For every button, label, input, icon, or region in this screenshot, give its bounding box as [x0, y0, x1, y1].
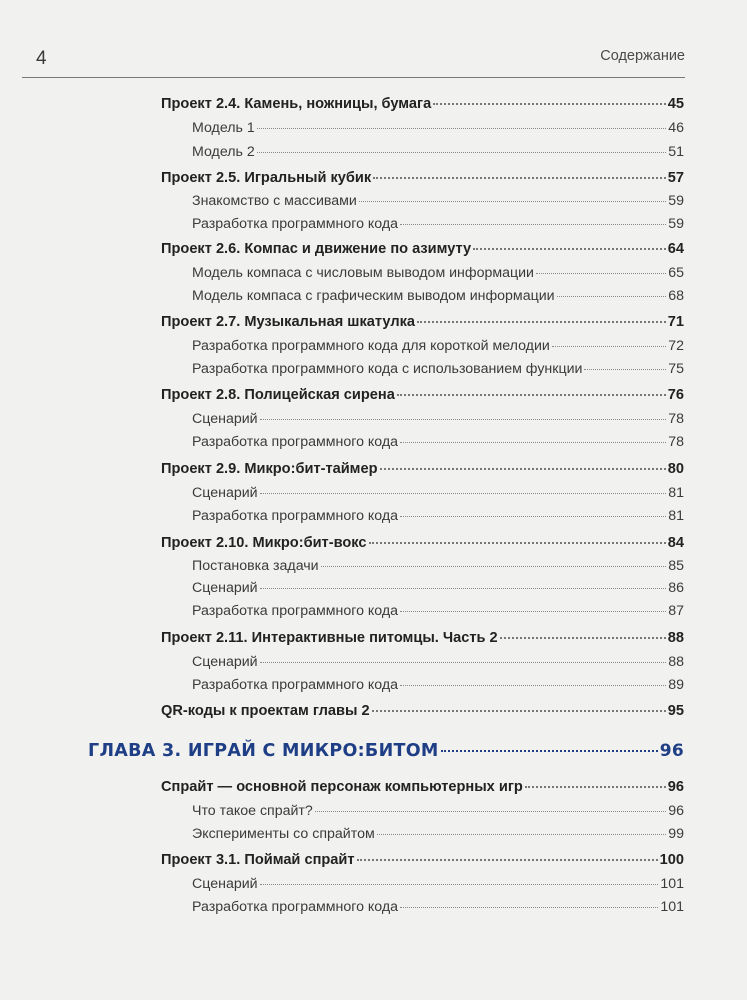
toc-leader — [552, 346, 666, 347]
toc-leader — [321, 566, 667, 567]
toc-title: Сценарий — [192, 485, 258, 501]
toc-title: Разработка программного кода с использованием функции — [192, 361, 583, 377]
toc-leader — [400, 516, 666, 517]
toc-leader — [260, 493, 667, 494]
page-header — [0, 0, 747, 78]
toc-subentry — [192, 899, 684, 915]
toc-leader — [525, 786, 666, 788]
toc-page: 96 — [667, 779, 684, 795]
toc-title: Знакомство с массивами — [192, 193, 357, 209]
toc-leader — [557, 296, 667, 297]
toc-title: Проект 2.8. Полицейская сирена — [161, 387, 395, 403]
toc-leader — [260, 419, 667, 420]
toc-page: 96 — [668, 803, 684, 819]
toc-subentry — [192, 193, 684, 209]
toc-page: 45 — [667, 96, 684, 112]
toc-project-entry — [161, 387, 684, 403]
toc-project-entry — [161, 535, 684, 551]
toc-leader — [260, 588, 667, 589]
toc-project-entry — [161, 96, 684, 112]
toc-leader — [372, 710, 666, 712]
toc-subentry — [192, 216, 684, 232]
toc-leader — [357, 859, 658, 861]
toc-project-entry — [161, 852, 684, 868]
toc-subentry — [192, 677, 684, 693]
toc-project-entry — [161, 703, 684, 719]
toc-subentry — [192, 265, 684, 281]
toc-title: Разработка программного кода — [192, 508, 399, 524]
toc-subentry — [192, 654, 684, 670]
toc-leader — [400, 611, 666, 612]
toc-subentry — [192, 338, 684, 354]
toc-page: 46 — [668, 120, 684, 136]
toc-title: Проект 2.6. Компас и движение по азимуту — [161, 241, 472, 257]
toc-page: 68 — [668, 288, 684, 304]
toc-page: 95 — [667, 703, 684, 719]
toc-subentry — [192, 288, 684, 304]
toc-page: 89 — [668, 677, 684, 693]
toc-leader — [369, 542, 666, 544]
toc-title: Модель 1 — [192, 120, 255, 136]
toc-title: Сценарий — [192, 580, 258, 596]
toc-subentry — [192, 144, 684, 160]
toc-project-entry — [161, 170, 684, 186]
toc-page: 57 — [667, 170, 684, 186]
page-number: 4 — [36, 48, 47, 69]
toc-page: 87 — [668, 603, 684, 619]
toc-leader — [400, 224, 666, 225]
toc-leader — [400, 685, 666, 686]
toc-title: Сценарий — [192, 654, 258, 670]
toc-leader — [257, 152, 666, 153]
toc-leader — [380, 468, 666, 470]
toc-leader — [473, 248, 666, 250]
toc-page: 100 — [659, 852, 684, 868]
toc-page: 99 — [668, 826, 684, 842]
toc-title: Проект 2.9. Микро:бит-таймер — [161, 461, 378, 477]
toc-page: 88 — [667, 630, 684, 646]
toc-title: Проект 2.7. Музыкальная шкатулка — [161, 314, 416, 330]
toc-title: QR-коды к проектам главы 2 — [161, 703, 370, 719]
toc-page: 64 — [667, 241, 684, 257]
toc-page: 85 — [668, 558, 684, 574]
toc-page: 86 — [668, 580, 684, 596]
toc-title: Что такое спрайт? — [192, 803, 313, 819]
toc-project-entry — [161, 241, 684, 257]
toc-title: Проект 3.1. Поймай спрайт — [161, 852, 355, 868]
toc-page: 59 — [668, 193, 684, 209]
toc-leader — [397, 394, 666, 396]
toc-leader — [260, 662, 667, 663]
toc-subentry — [192, 876, 684, 892]
toc-title: Сценарий — [192, 876, 258, 892]
toc-page: 51 — [668, 144, 684, 160]
toc-subentry — [192, 580, 684, 596]
toc-leader — [315, 811, 666, 812]
toc-subentry — [192, 603, 684, 619]
toc-title: Сценарий — [192, 411, 258, 427]
toc-page: 101 — [660, 899, 684, 915]
toc-leader — [257, 128, 666, 129]
toc-title: Разработка программного кода — [192, 677, 399, 693]
toc-subentry — [192, 508, 684, 524]
toc-project-entry — [161, 630, 684, 646]
toc-leader — [584, 369, 666, 370]
toc-leader — [400, 442, 666, 443]
toc-leader — [260, 884, 659, 885]
toc-chapter-heading — [88, 741, 684, 761]
toc-title: Эксперименты со спрайтом — [192, 826, 375, 842]
toc-section-entry — [161, 779, 684, 795]
toc-page: 96 — [659, 741, 684, 761]
toc-subentry — [192, 120, 684, 136]
toc-title: Разработка программного кода — [192, 434, 399, 450]
toc-leader — [400, 907, 658, 908]
toc-project-entry — [161, 314, 684, 330]
toc-page: 76 — [667, 387, 684, 403]
header-rule — [22, 77, 685, 78]
toc-leader — [359, 201, 666, 202]
toc-leader — [373, 177, 666, 179]
toc-title: Модель компаса с графическим выводом информации — [192, 288, 555, 304]
toc-subentry — [192, 361, 684, 377]
toc-leader — [377, 834, 667, 835]
toc-title: Разработка программного кода для короткой мелодии — [192, 338, 550, 354]
toc-title: Модель компаса с числовым выводом информации — [192, 265, 534, 281]
toc-page: 71 — [667, 314, 684, 330]
toc-title: Проект 2.10. Микро:бит-вокс — [161, 535, 367, 551]
toc-page: 81 — [668, 508, 684, 524]
toc-subentry — [192, 434, 684, 450]
toc-subentry — [192, 803, 684, 819]
toc-page: 101 — [660, 876, 684, 892]
toc-leader — [433, 103, 666, 105]
toc-page: 80 — [667, 461, 684, 477]
toc-leader — [500, 637, 666, 639]
toc-title: Разработка программного кода — [192, 899, 399, 915]
toc-title: Разработка программного кода — [192, 216, 399, 232]
toc-subentry — [192, 485, 684, 501]
toc-subentry — [192, 826, 684, 842]
toc-subentry — [192, 411, 684, 427]
toc-page: 72 — [668, 338, 684, 354]
toc-title: Постановка задачи — [192, 558, 319, 574]
toc-project-entry — [161, 461, 684, 477]
toc-title: Проект 2.11. Интерактивные питомцы. Часть 2 — [161, 630, 498, 646]
toc-page: 75 — [668, 361, 684, 377]
toc-title: ГЛАВА 3. ИГРАЙ С МИКРО:БИТОМ — [88, 741, 439, 761]
toc-page: 81 — [668, 485, 684, 501]
toc-title: Разработка программного кода — [192, 603, 399, 619]
toc-page: 78 — [668, 434, 684, 450]
toc-page: 65 — [668, 265, 684, 281]
toc-leader — [441, 750, 658, 752]
toc-title: Модель 2 — [192, 144, 255, 160]
toc-page: 88 — [668, 654, 684, 670]
toc-subentry — [192, 558, 684, 574]
toc-page: 84 — [667, 535, 684, 551]
toc-title: Проект 2.5. Игральный кубик — [161, 170, 372, 186]
toc-page: 78 — [668, 411, 684, 427]
toc-title: Спрайт — основной персонаж компьютерных игр — [161, 779, 523, 795]
toc-page: 59 — [668, 216, 684, 232]
running-title: Содержание — [600, 48, 685, 64]
toc-leader — [417, 321, 666, 323]
toc-leader — [536, 273, 666, 274]
toc-title: Проект 2.4. Камень, ножницы, бумага — [161, 96, 432, 112]
